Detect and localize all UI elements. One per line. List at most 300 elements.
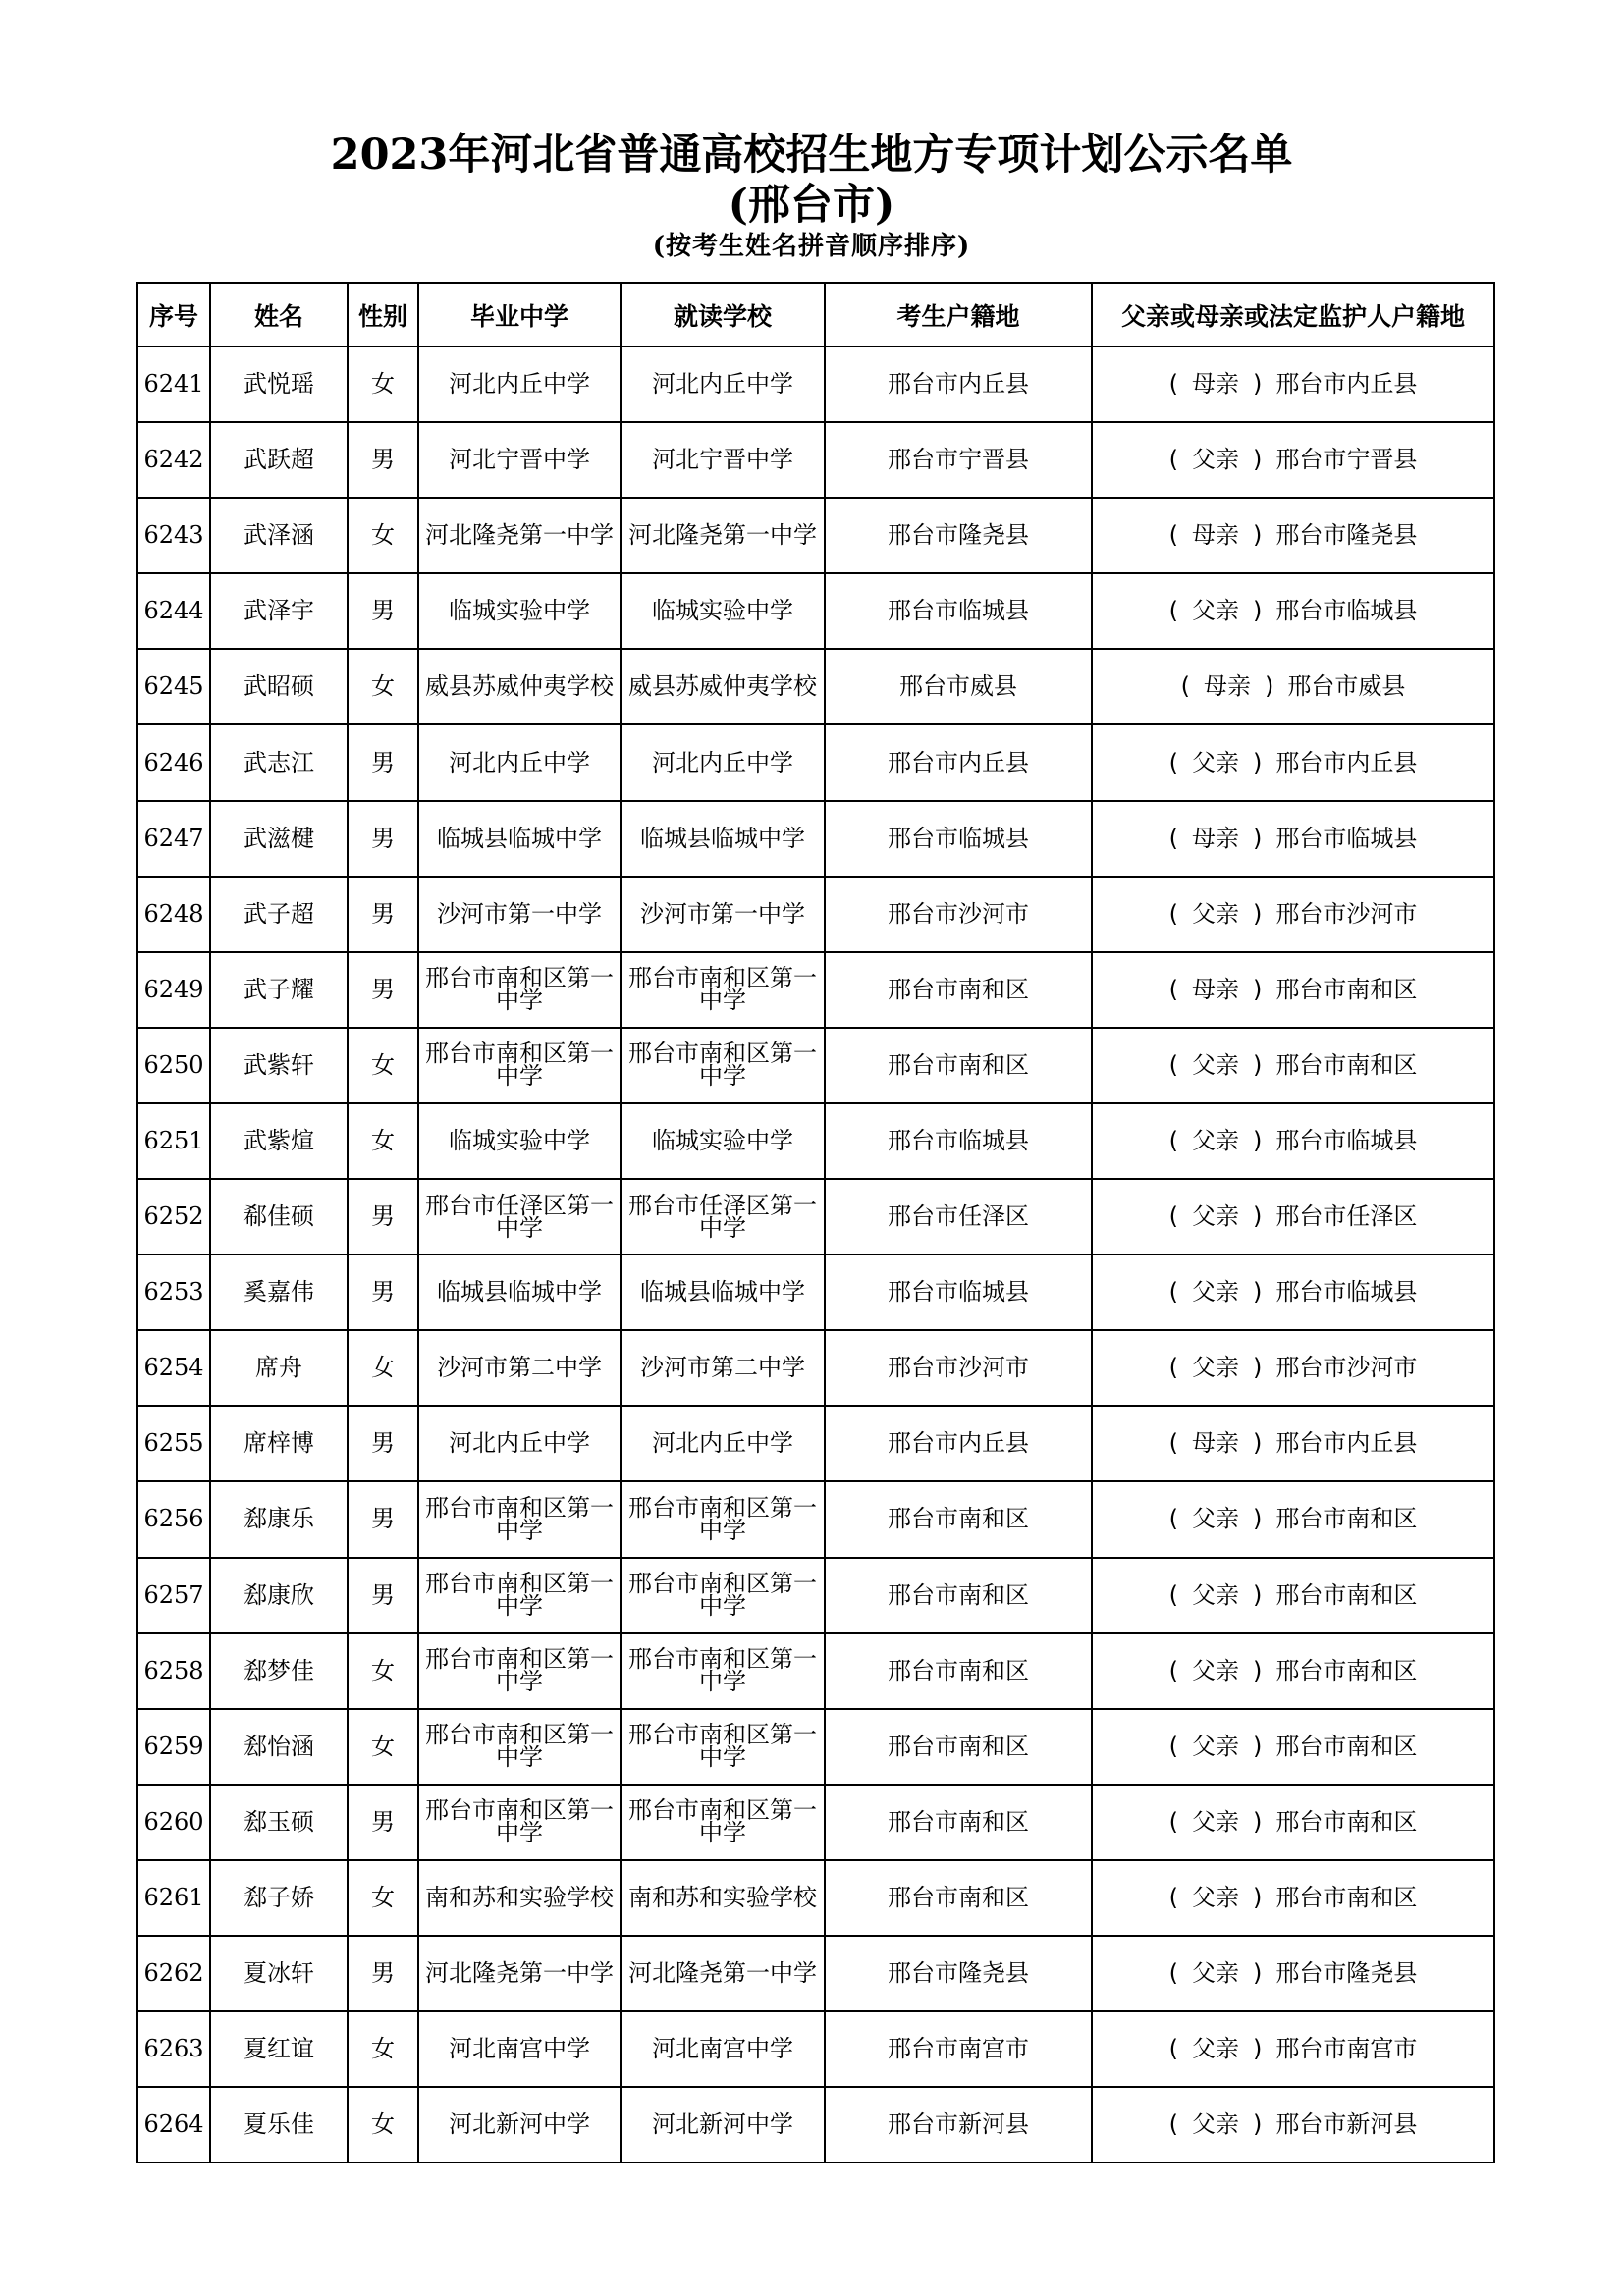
guardian-place: 邢台市沙河市 xyxy=(1275,1354,1418,1382)
table-row xyxy=(137,498,1494,573)
cell-name: 夏红谊 xyxy=(210,2011,348,2087)
cell-hukou: 邢台市南和区 xyxy=(825,1481,1092,1557)
guardian-paren-close: ) xyxy=(1253,370,1263,399)
guardian-relation: 父亲 xyxy=(1192,1732,1239,1760)
guardian-paren-open: ( xyxy=(1168,1732,1178,1760)
cell-hukou: 邢台市新河县 xyxy=(825,2087,1092,2163)
cell-hukou: 邢台市内丘县 xyxy=(825,1406,1092,1481)
cell-name: 郄康乐 xyxy=(210,1481,348,1557)
sort-note: (按考生姓名拼音顺序排序) xyxy=(652,232,971,261)
cell-gender: 男 xyxy=(348,1785,418,1860)
cell-current-school: 临城实验中学 xyxy=(621,573,825,649)
guardian-paren-close: ) xyxy=(1253,1656,1263,1684)
cell-name: 武悦瑶 xyxy=(210,347,348,422)
guardian-relation: 母亲 xyxy=(1192,975,1239,1003)
cell-no: 6250 xyxy=(137,1028,210,1103)
cell-current-school: 河北内丘中学 xyxy=(621,724,825,800)
table-row xyxy=(137,1255,1494,1330)
cell-guardian-hukou xyxy=(1092,649,1494,724)
header-hukou: 考生户籍地 xyxy=(825,283,1092,347)
guardian-paren-close: ) xyxy=(1253,1807,1263,1836)
guardian-relation: 父亲 xyxy=(1192,899,1239,928)
cell-name: 郄梦佳 xyxy=(210,1633,348,1709)
cell-no: 6254 xyxy=(137,1330,210,1406)
guardian-place: 邢台市任泽区 xyxy=(1275,1202,1418,1231)
guardian-paren-open: ( xyxy=(1168,597,1178,625)
guardian-paren-open: ( xyxy=(1168,824,1178,852)
guardian-place: 邢台市隆尧县 xyxy=(1275,521,1418,550)
guardian-relation: 父亲 xyxy=(1192,1959,1239,1988)
cell-gender: 女 xyxy=(348,2011,418,2087)
table-row xyxy=(137,1103,1494,1179)
cell-grad-school: 南和苏和实验学校 xyxy=(418,1860,621,1936)
guardian-place: 邢台市临城县 xyxy=(1275,1278,1418,1307)
guardian-place: 邢台市南和区 xyxy=(1275,1656,1418,1684)
guardian-relation: 父亲 xyxy=(1192,748,1239,776)
guardian-paren-close: ) xyxy=(1253,597,1263,625)
cell-gender: 女 xyxy=(348,1330,418,1406)
guardian-relation: 父亲 xyxy=(1192,1202,1239,1231)
guardian-relation: 父亲 xyxy=(1192,1354,1239,1382)
header-name: 姓名 xyxy=(210,283,348,347)
table-body xyxy=(137,347,1494,2163)
table-row xyxy=(137,649,1494,724)
cell-hukou: 邢台市任泽区 xyxy=(825,1179,1092,1255)
guardian-paren-close: ) xyxy=(1253,748,1263,776)
cell-current-school: 邢台市南和区第一中学 xyxy=(621,1558,825,1633)
header-grad-school: 毕业中学 xyxy=(418,283,621,347)
cell-grad-school: 河北南宫中学 xyxy=(418,2011,621,2087)
guardian-paren-open: ( xyxy=(1168,1050,1178,1079)
table-row xyxy=(137,1633,1494,1709)
header-gender: 性别 xyxy=(348,283,418,347)
cell-no: 6263 xyxy=(137,2011,210,2087)
cell-name: 郄子娇 xyxy=(210,1860,348,1936)
guardian-paren-close: ) xyxy=(1253,899,1263,928)
cell-current-school: 河北内丘中学 xyxy=(621,347,825,422)
guardian-place: 邢台市新河县 xyxy=(1275,2110,1418,2139)
cell-gender: 男 xyxy=(348,1481,418,1557)
cell-current-school: 河北隆尧第一中学 xyxy=(621,1936,825,2011)
cell-name: 武滋楗 xyxy=(210,801,348,877)
cell-hukou: 邢台市沙河市 xyxy=(825,1330,1092,1406)
cell-hukou: 邢台市沙河市 xyxy=(825,877,1092,952)
cell-hukou: 邢台市临城县 xyxy=(825,573,1092,649)
guardian-paren-close: ) xyxy=(1253,2110,1263,2139)
cell-name: 夏乐佳 xyxy=(210,2087,348,2163)
guardian-place: 邢台市南和区 xyxy=(1275,975,1418,1003)
cell-guardian-hukou xyxy=(1092,2011,1494,2087)
cell-current-school: 河北南宫中学 xyxy=(621,2011,825,2087)
cell-guardian-hukou xyxy=(1092,724,1494,800)
cell-name: 武志江 xyxy=(210,724,348,800)
guardian-paren-open: ( xyxy=(1168,1807,1178,1836)
guardian-paren-open: ( xyxy=(1168,2035,1178,2063)
cell-no: 6247 xyxy=(137,801,210,877)
cell-gender: 女 xyxy=(348,1103,418,1179)
cell-hukou: 邢台市南和区 xyxy=(825,952,1092,1028)
cell-grad-school: 河北隆尧第一中学 xyxy=(418,1936,621,2011)
cell-grad-school: 临城县临城中学 xyxy=(418,1255,621,1330)
guardian-place: 邢台市隆尧县 xyxy=(1275,1959,1418,1988)
cell-name: 武子耀 xyxy=(210,952,348,1028)
header-current-school: 就读学校 xyxy=(621,283,825,347)
cell-no: 6243 xyxy=(137,498,210,573)
cell-grad-school: 河北内丘中学 xyxy=(418,347,621,422)
guardian-relation: 母亲 xyxy=(1192,824,1239,852)
guardian-relation: 父亲 xyxy=(1192,1580,1239,1609)
cell-grad-school: 沙河市第一中学 xyxy=(418,877,621,952)
table-row xyxy=(137,952,1494,1028)
cell-hukou: 邢台市隆尧县 xyxy=(825,1936,1092,2011)
cell-grad-school: 临城县临城中学 xyxy=(418,801,621,877)
table-row xyxy=(137,1028,1494,1103)
cell-gender: 女 xyxy=(348,1709,418,1785)
table-row xyxy=(137,724,1494,800)
cell-guardian-hukou xyxy=(1092,422,1494,498)
table-row xyxy=(137,1558,1494,1633)
guardian-relation: 父亲 xyxy=(1192,2035,1239,2063)
guardian-paren-close: ) xyxy=(1265,672,1274,701)
cell-current-school: 临城县临城中学 xyxy=(621,801,825,877)
cell-no: 6245 xyxy=(137,649,210,724)
cell-guardian-hukou xyxy=(1092,1103,1494,1179)
cell-current-school: 沙河市第一中学 xyxy=(621,877,825,952)
table-row xyxy=(137,1330,1494,1406)
table-row xyxy=(137,422,1494,498)
cell-current-school: 河北宁晋中学 xyxy=(621,422,825,498)
cell-grad-school: 沙河市第二中学 xyxy=(418,1330,621,1406)
guardian-paren-open: ( xyxy=(1168,1126,1178,1154)
guardian-place: 邢台市临城县 xyxy=(1275,597,1418,625)
cell-hukou: 邢台市内丘县 xyxy=(825,347,1092,422)
guardian-relation: 父亲 xyxy=(1192,1656,1239,1684)
table-row xyxy=(137,347,1494,422)
guardian-place: 邢台市内丘县 xyxy=(1275,370,1418,399)
guardian-place: 邢台市宁晋县 xyxy=(1275,446,1418,474)
cell-gender: 男 xyxy=(348,1936,418,2011)
cell-name: 武紫煊 xyxy=(210,1103,348,1179)
table-row xyxy=(137,1785,1494,1860)
cell-name: 郄康欣 xyxy=(210,1558,348,1633)
guardian-paren-close: ) xyxy=(1253,1278,1263,1307)
guardian-place: 邢台市内丘县 xyxy=(1275,1429,1418,1458)
cell-grad-school: 威县苏威仲夷学校 xyxy=(418,649,621,724)
cell-hukou: 邢台市临城县 xyxy=(825,1255,1092,1330)
cell-name: 武紫轩 xyxy=(210,1028,348,1103)
cell-gender: 男 xyxy=(348,1558,418,1633)
cell-grad-school: 邢台市任泽区第一中学 xyxy=(418,1179,621,1255)
cell-hukou: 邢台市南和区 xyxy=(825,1558,1092,1633)
guardian-place: 邢台市临城县 xyxy=(1275,824,1418,852)
cell-gender: 女 xyxy=(348,1633,418,1709)
cell-name: 武子超 xyxy=(210,877,348,952)
cell-current-school: 邢台市南和区第一中学 xyxy=(621,1028,825,1103)
cell-gender: 男 xyxy=(348,724,418,800)
guardian-place: 邢台市南和区 xyxy=(1275,1505,1418,1533)
guardian-place: 邢台市南和区 xyxy=(1275,1807,1418,1836)
guardian-relation: 父亲 xyxy=(1192,1883,1239,1911)
guardian-paren-open: ( xyxy=(1168,1883,1178,1911)
cell-gender: 女 xyxy=(348,347,418,422)
cell-guardian-hukou xyxy=(1092,1709,1494,1785)
cell-guardian-hukou xyxy=(1092,498,1494,573)
cell-name: 奚嘉伟 xyxy=(210,1255,348,1330)
guardian-paren-close: ) xyxy=(1253,2035,1263,2063)
table-row xyxy=(137,1709,1494,1785)
cell-gender: 女 xyxy=(348,2087,418,2163)
cell-gender: 女 xyxy=(348,498,418,573)
cell-grad-school: 邢台市南和区第一中学 xyxy=(418,1709,621,1785)
guardian-paren-open: ( xyxy=(1168,521,1178,550)
guardian-paren-close: ) xyxy=(1253,521,1263,550)
guardian-place: 邢台市临城县 xyxy=(1275,1126,1418,1154)
cell-current-school: 邢台市南和区第一中学 xyxy=(621,952,825,1028)
guardian-relation: 母亲 xyxy=(1192,1429,1239,1458)
cell-no: 6260 xyxy=(137,1785,210,1860)
cell-grad-school: 邢台市南和区第一中学 xyxy=(418,1028,621,1103)
guardian-paren-close: ) xyxy=(1253,1883,1263,1911)
cell-gender: 女 xyxy=(348,649,418,724)
cell-current-school: 沙河市第二中学 xyxy=(621,1330,825,1406)
cell-no: 6248 xyxy=(137,877,210,952)
guardian-paren-open: ( xyxy=(1168,1354,1178,1382)
table-row xyxy=(137,573,1494,649)
cell-no: 6251 xyxy=(137,1103,210,1179)
cell-name: 席梓博 xyxy=(210,1406,348,1481)
guardian-paren-close: ) xyxy=(1253,1202,1263,1231)
cell-hukou: 邢台市南和区 xyxy=(825,1028,1092,1103)
cell-name: 武泽涵 xyxy=(210,498,348,573)
cell-hukou: 邢台市隆尧县 xyxy=(825,498,1092,573)
cell-grad-school: 河北隆尧第一中学 xyxy=(418,498,621,573)
guardian-place: 邢台市南和区 xyxy=(1275,1580,1418,1609)
cell-gender: 男 xyxy=(348,1255,418,1330)
guardian-relation: 父亲 xyxy=(1192,446,1239,474)
cell-no: 6258 xyxy=(137,1633,210,1709)
cell-guardian-hukou xyxy=(1092,1330,1494,1406)
cell-name: 夏冰轩 xyxy=(210,1936,348,2011)
cell-name: 郄怡涵 xyxy=(210,1709,348,1785)
cell-hukou: 邢台市南和区 xyxy=(825,1709,1092,1785)
cell-guardian-hukou xyxy=(1092,1028,1494,1103)
guardian-paren-open: ( xyxy=(1168,1429,1178,1458)
cell-guardian-hukou xyxy=(1092,347,1494,422)
cell-hukou: 邢台市临城县 xyxy=(825,1103,1092,1179)
guardian-place: 邢台市南和区 xyxy=(1275,1883,1418,1911)
cell-no: 6257 xyxy=(137,1558,210,1633)
cell-no: 6249 xyxy=(137,952,210,1028)
cell-gender: 男 xyxy=(348,573,418,649)
cell-no: 6255 xyxy=(137,1406,210,1481)
cell-current-school: 南和苏和实验学校 xyxy=(621,1860,825,1936)
table-row xyxy=(137,801,1494,877)
cell-guardian-hukou xyxy=(1092,573,1494,649)
cell-no: 6241 xyxy=(137,347,210,422)
cell-hukou: 邢台市临城县 xyxy=(825,801,1092,877)
guardian-paren-open: ( xyxy=(1180,672,1190,701)
cell-current-school: 邢台市南和区第一中学 xyxy=(621,1481,825,1557)
cell-current-school: 临城县临城中学 xyxy=(621,1255,825,1330)
header-no: 序号 xyxy=(137,283,210,347)
guardian-paren-open: ( xyxy=(1168,1959,1178,1988)
table-row xyxy=(137,1179,1494,1255)
table-row xyxy=(137,1406,1494,1481)
header-guardian-hukou: 父亲或母亲或法定监护人户籍地 xyxy=(1092,283,1494,347)
cell-guardian-hukou xyxy=(1092,1406,1494,1481)
guardian-paren-open: ( xyxy=(1168,748,1178,776)
cell-guardian-hukou xyxy=(1092,1481,1494,1557)
cell-current-school: 邢台市任泽区第一中学 xyxy=(621,1179,825,1255)
guardian-paren-close: ) xyxy=(1253,824,1263,852)
cell-no: 6242 xyxy=(137,422,210,498)
cell-no: 6246 xyxy=(137,724,210,800)
cell-grad-school: 河北新河中学 xyxy=(418,2087,621,2163)
guardian-place: 邢台市内丘县 xyxy=(1275,748,1418,776)
cell-current-school: 邢台市南和区第一中学 xyxy=(621,1785,825,1860)
guardian-relation: 父亲 xyxy=(1192,1505,1239,1533)
cell-gender: 男 xyxy=(348,1406,418,1481)
guardian-paren-close: ) xyxy=(1253,1505,1263,1533)
guardian-paren-close: ) xyxy=(1253,1732,1263,1760)
guardian-relation: 父亲 xyxy=(1192,1278,1239,1307)
cell-guardian-hukou xyxy=(1092,1785,1494,1860)
guardian-relation: 母亲 xyxy=(1192,521,1239,550)
guardian-paren-open: ( xyxy=(1168,1580,1178,1609)
table-row xyxy=(137,1481,1494,1557)
guardian-paren-close: ) xyxy=(1253,1126,1263,1154)
cell-current-school: 邢台市南和区第一中学 xyxy=(621,1709,825,1785)
guardian-paren-open: ( xyxy=(1168,1505,1178,1533)
guardian-relation: 父亲 xyxy=(1192,1807,1239,1836)
guardian-paren-close: ) xyxy=(1253,975,1263,1003)
table-row xyxy=(137,2011,1494,2087)
guardian-place: 邢台市南宫市 xyxy=(1275,2035,1418,2063)
cell-grad-school: 河北内丘中学 xyxy=(418,1406,621,1481)
cell-gender: 男 xyxy=(348,801,418,877)
cell-grad-school: 邢台市南和区第一中学 xyxy=(418,1558,621,1633)
cell-current-school: 邢台市南和区第一中学 xyxy=(621,1633,825,1709)
cell-no: 6256 xyxy=(137,1481,210,1557)
cell-current-school: 河北隆尧第一中学 xyxy=(621,498,825,573)
cell-name: 郄玉硕 xyxy=(210,1785,348,1860)
guardian-relation: 父亲 xyxy=(1192,1126,1239,1154)
guardian-relation: 父亲 xyxy=(1192,597,1239,625)
cell-hukou: 邢台市南宫市 xyxy=(825,2011,1092,2087)
cell-hukou: 邢台市南和区 xyxy=(825,1860,1092,1936)
cell-no: 6253 xyxy=(137,1255,210,1330)
page-title: 2023年河北省普通高校招生地方专项计划公示名单 xyxy=(330,131,1293,180)
cell-guardian-hukou xyxy=(1092,1179,1494,1255)
cell-guardian-hukou xyxy=(1092,1936,1494,2011)
cell-current-school: 威县苏威仲夷学校 xyxy=(621,649,825,724)
guardian-relation: 父亲 xyxy=(1192,2110,1239,2139)
cell-grad-school: 邢台市南和区第一中学 xyxy=(418,952,621,1028)
roster-table xyxy=(136,282,1495,2163)
cell-no: 6261 xyxy=(137,1860,210,1936)
guardian-relation: 母亲 xyxy=(1192,370,1239,399)
cell-current-school: 河北内丘中学 xyxy=(621,1406,825,1481)
cell-current-school: 临城实验中学 xyxy=(621,1103,825,1179)
cell-name: 武跃超 xyxy=(210,422,348,498)
guardian-relation: 母亲 xyxy=(1204,672,1251,701)
cell-no: 6262 xyxy=(137,1936,210,2011)
guardian-paren-close: ) xyxy=(1253,1050,1263,1079)
page-subtitle: (邢台市) xyxy=(728,181,895,230)
guardian-paren-open: ( xyxy=(1168,1656,1178,1684)
table-row xyxy=(137,1860,1494,1936)
cell-hukou: 邢台市内丘县 xyxy=(825,724,1092,800)
cell-hukou: 邢台市南和区 xyxy=(825,1633,1092,1709)
cell-gender: 男 xyxy=(348,1179,418,1255)
guardian-paren-open: ( xyxy=(1168,975,1178,1003)
table-row xyxy=(137,1936,1494,2011)
cell-guardian-hukou xyxy=(1092,801,1494,877)
cell-guardian-hukou xyxy=(1092,1255,1494,1330)
guardian-place: 邢台市南和区 xyxy=(1275,1732,1418,1760)
guardian-paren-open: ( xyxy=(1168,2110,1178,2139)
guardian-paren-open: ( xyxy=(1168,899,1178,928)
cell-guardian-hukou xyxy=(1092,877,1494,952)
guardian-relation: 父亲 xyxy=(1192,1050,1239,1079)
guardian-paren-close: ) xyxy=(1253,1429,1263,1458)
guardian-paren-open: ( xyxy=(1168,1202,1178,1231)
guardian-paren-open: ( xyxy=(1168,370,1178,399)
guardian-place: 邢台市沙河市 xyxy=(1275,899,1418,928)
guardian-place: 邢台市威县 xyxy=(1287,672,1406,701)
cell-current-school: 河北新河中学 xyxy=(621,2087,825,2163)
cell-name: 郗佳硕 xyxy=(210,1179,348,1255)
guardian-place: 邢台市南和区 xyxy=(1275,1050,1418,1079)
guardian-paren-close: ) xyxy=(1253,446,1263,474)
cell-gender: 女 xyxy=(348,1860,418,1936)
guardian-paren-close: ) xyxy=(1253,1959,1263,1988)
cell-grad-school: 邢台市南和区第一中学 xyxy=(418,1785,621,1860)
cell-guardian-hukou xyxy=(1092,1633,1494,1709)
cell-no: 6252 xyxy=(137,1179,210,1255)
cell-gender: 男 xyxy=(348,877,418,952)
guardian-paren-close: ) xyxy=(1253,1354,1263,1382)
cell-guardian-hukou xyxy=(1092,2087,1494,2163)
cell-grad-school: 邢台市南和区第一中学 xyxy=(418,1481,621,1557)
cell-grad-school: 河北内丘中学 xyxy=(418,724,621,800)
table-row xyxy=(137,2087,1494,2163)
cell-guardian-hukou xyxy=(1092,1558,1494,1633)
cell-grad-school: 临城实验中学 xyxy=(418,573,621,649)
cell-grad-school: 邢台市南和区第一中学 xyxy=(418,1633,621,1709)
cell-hukou: 邢台市宁晋县 xyxy=(825,422,1092,498)
guardian-paren-open: ( xyxy=(1168,446,1178,474)
cell-hukou: 邢台市威县 xyxy=(825,649,1092,724)
cell-guardian-hukou xyxy=(1092,952,1494,1028)
guardian-paren-open: ( xyxy=(1168,1278,1178,1307)
cell-grad-school: 河北宁晋中学 xyxy=(418,422,621,498)
cell-gender: 女 xyxy=(348,1028,418,1103)
cell-hukou: 邢台市南和区 xyxy=(825,1785,1092,1860)
cell-no: 6244 xyxy=(137,573,210,649)
table-header-row xyxy=(137,283,1494,347)
cell-no: 6264 xyxy=(137,2087,210,2163)
cell-no: 6259 xyxy=(137,1709,210,1785)
cell-gender: 男 xyxy=(348,422,418,498)
cell-name: 武昭硕 xyxy=(210,649,348,724)
cell-name: 席舟 xyxy=(210,1330,348,1406)
cell-gender: 男 xyxy=(348,952,418,1028)
table-row xyxy=(137,877,1494,952)
cell-name: 武泽宇 xyxy=(210,573,348,649)
guardian-paren-close: ) xyxy=(1253,1580,1263,1609)
cell-guardian-hukou xyxy=(1092,1860,1494,1936)
